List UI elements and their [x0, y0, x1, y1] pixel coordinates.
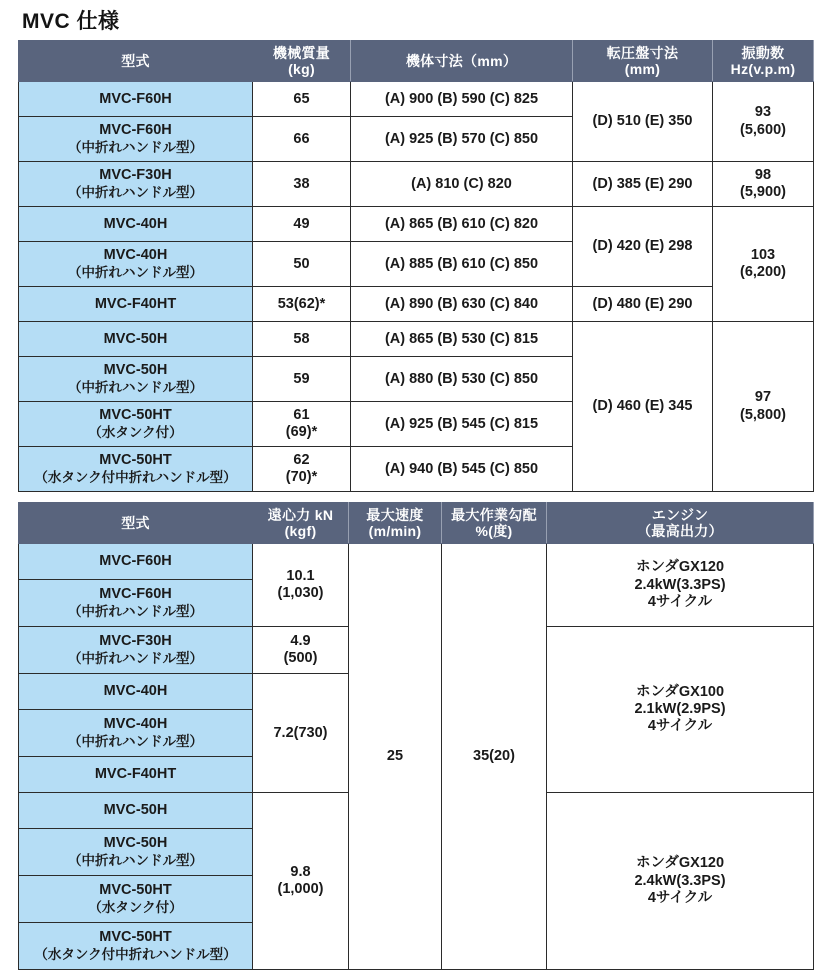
machine-mass-cell	[253, 242, 351, 287]
model-name: MVC-F60H	[99, 586, 172, 603]
vibration-frequency-cell-line2: (6,200)	[740, 264, 786, 281]
model-name-cell	[19, 710, 253, 757]
model-name-cell	[19, 829, 253, 876]
model-name-cell	[19, 793, 253, 829]
body-dimensions-cell-line1: (A) 885 (B) 610 (C) 850	[384, 255, 539, 272]
table1-header-row	[19, 41, 814, 82]
max-speed-cell	[349, 544, 442, 970]
table-row	[19, 82, 814, 117]
engine-model: ホンダGX120	[635, 855, 725, 872]
model-name: MVC-50H	[103, 362, 168, 379]
machine-mass-line1: 機械質量	[272, 44, 331, 61]
model-name-cell	[19, 876, 253, 923]
model-name: MVC-F30H	[99, 167, 172, 184]
table-row	[19, 207, 814, 242]
table-row	[19, 162, 814, 207]
force-speed-engine-table	[18, 502, 814, 970]
table-row	[19, 322, 814, 357]
plate-dimensions-cell	[573, 162, 713, 207]
body-dimensions-cell	[351, 287, 573, 322]
plate-dimensions-cell	[573, 82, 713, 162]
engine-line2: （最高出力）	[637, 523, 723, 540]
model-name-cell	[19, 357, 253, 402]
body-dimensions-cell-line1: (A) 890 (B) 630 (C) 840	[384, 295, 539, 312]
vibration-frequency-cell	[713, 82, 814, 162]
engine-line1: エンジン	[651, 506, 709, 523]
body-dimensions-cell	[351, 447, 573, 492]
vibration-frequency-cell-line2: (5,600)	[740, 121, 786, 138]
machine-mass-cell-line1: 65	[293, 90, 310, 107]
body-dimensions-cell	[351, 402, 573, 447]
body-dimensions-cell-line1: (A) 925 (B) 570 (C) 850	[384, 130, 539, 147]
vibration-line1: 振動数	[741, 44, 785, 61]
model-name: MVC-50H	[103, 330, 168, 347]
model-variant: （中折れハンドル型）	[68, 264, 203, 280]
body-dimensions-cell	[351, 357, 573, 402]
centrifugal-force-cell-line2: (500)	[283, 650, 318, 667]
column-header-model: 型式	[19, 41, 253, 82]
column-header-max-speed	[349, 503, 442, 544]
model-name: MVC-40H	[103, 247, 168, 264]
max-grade-cell-line1: 35(20)	[473, 748, 515, 765]
engine-cycle: 4サイクル	[647, 718, 713, 735]
body-dimensions-cell	[351, 162, 573, 207]
machine-mass-cell-line1: 53(62)*	[277, 295, 326, 312]
machine-mass-cell	[253, 447, 351, 492]
model-variant: （水タンク付）	[88, 899, 183, 915]
model-variant: （中折れハンドル型）	[68, 603, 203, 619]
body-dimensions-cell-line1: (A) 865 (B) 530 (C) 815	[384, 330, 539, 347]
machine-mass-cell-line1: 38	[293, 175, 310, 192]
plate-dimensions-cell-line1: (D) 510 (E) 350	[592, 113, 693, 130]
plate-dimensions-cell-line1: (D) 385 (E) 290	[592, 175, 693, 192]
machine-mass-cell	[253, 402, 351, 447]
centrifugal-force-cell-line1: 9.8	[290, 863, 311, 880]
model-name-cell	[19, 627, 253, 674]
model-name: MVC-F60H	[99, 122, 172, 139]
model-name-cell	[19, 447, 253, 492]
vibration-frequency-cell	[713, 322, 814, 492]
model-name: MVC-40H	[103, 215, 168, 232]
model-variant: （中折れハンドル型）	[68, 139, 203, 155]
machine-mass-cell	[253, 207, 351, 242]
max-speed-cell-line1: 25	[386, 748, 404, 765]
engine-cycle: 4サイクル	[647, 889, 713, 906]
machine-mass-cell-line1: 58	[293, 330, 310, 347]
dimensions-and-vibration-table	[18, 40, 814, 492]
vibration-frequency-cell	[713, 207, 814, 322]
engine-output: 2.1kW(2.9PS)	[634, 701, 726, 718]
centrifugal-force-cell-line1: 10.1	[286, 567, 315, 584]
machine-mass-cell	[253, 117, 351, 162]
body-dimensions-cell-line1: (A) 940 (B) 545 (C) 850	[384, 460, 539, 477]
max-grade-cell	[442, 544, 547, 970]
model-name-cell	[19, 117, 253, 162]
engine-output: 2.4kW(3.3PS)	[634, 872, 726, 889]
machine-mass-cell	[253, 162, 351, 207]
vibration-line2: Hz(v.p.m)	[730, 61, 796, 78]
model-variant: （中折れハンドル型）	[68, 852, 203, 868]
column-header-engine	[547, 503, 814, 544]
centrifugal-force-cell	[253, 544, 349, 627]
model-variant: （中折れハンドル型）	[68, 184, 203, 200]
force-line1: 遠心力 kN	[267, 506, 334, 523]
vibration-frequency-cell-line2: (5,800)	[740, 406, 786, 423]
body-dimensions-cell	[351, 242, 573, 287]
model-variant: （水タンク付中折れハンドル型）	[34, 946, 237, 962]
engine-cell	[547, 793, 814, 970]
plate-dim-line2: (mm)	[624, 61, 661, 78]
table2-header-row	[19, 503, 814, 544]
machine-mass-cell-line1: 61	[293, 406, 310, 423]
table1-body	[19, 82, 814, 492]
column-header-plate-dimensions	[573, 41, 713, 82]
model-name: MVC-F40HT	[94, 295, 177, 312]
plate-dimensions-cell	[573, 207, 713, 287]
centrifugal-force-cell-line2: (1,000)	[277, 881, 324, 898]
centrifugal-force-cell-line2: (1,030)	[277, 585, 324, 602]
plate-dimensions-cell-line1: (D) 460 (E) 345	[592, 398, 693, 415]
model-name: MVC-F60H	[99, 553, 172, 570]
model-name-cell	[19, 287, 253, 322]
column-header-machine-mass	[253, 41, 351, 82]
plate-dimensions-cell-line1: (D) 480 (E) 290	[592, 295, 693, 312]
column-header-vibration-frequency	[713, 41, 814, 82]
centrifugal-force-cell	[253, 674, 349, 793]
machine-mass-line2: (kg)	[288, 61, 315, 78]
vibration-frequency-cell-line2: (5,900)	[740, 184, 786, 201]
engine-cycle: 4サイクル	[647, 593, 713, 610]
model-variant: （水タンク付）	[88, 424, 183, 440]
model-name-cell	[19, 674, 253, 710]
column-header-model-2: 型式	[19, 503, 253, 544]
engine-cell	[547, 544, 814, 627]
machine-mass-cell-line1: 50	[293, 255, 310, 272]
machine-mass-cell	[253, 287, 351, 322]
centrifugal-force-cell	[253, 627, 349, 674]
model-name-cell	[19, 580, 253, 627]
body-dimensions-cell-line1: (A) 865 (B) 610 (C) 820	[384, 215, 539, 232]
machine-mass-cell-line1: 62	[293, 451, 310, 468]
model-name-cell	[19, 923, 253, 970]
table-row	[19, 544, 814, 580]
model-variant: （中折れハンドル型）	[68, 650, 203, 666]
grade-line2: %(度)	[475, 523, 513, 540]
plate-dimensions-cell	[573, 322, 713, 492]
model-name-cell	[19, 162, 253, 207]
model-name-cell	[19, 242, 253, 287]
centrifugal-force-cell-line1: 7.2(730)	[273, 724, 328, 741]
model-name-cell	[19, 402, 253, 447]
model-variant: （水タンク付中折れハンドル型）	[34, 469, 237, 485]
plate-dimensions-cell-line1: (D) 420 (E) 298	[592, 238, 693, 255]
model-name: MVC-40H	[103, 716, 168, 733]
body-dimensions-cell-line1: (A) 925 (B) 545 (C) 815	[384, 415, 539, 432]
model-name-cell	[19, 757, 253, 793]
plate-dim-line1: 転圧盤寸法	[606, 44, 679, 61]
engine-cell	[547, 627, 814, 793]
model-name: MVC-50HT	[99, 882, 172, 899]
column-header-max-grade	[442, 503, 547, 544]
vibration-frequency-cell	[713, 162, 814, 207]
machine-mass-cell	[253, 322, 351, 357]
centrifugal-force-cell-line1: 4.9	[290, 632, 311, 649]
machine-mass-cell-line2: (70)*	[285, 469, 318, 486]
table2-body	[19, 544, 814, 970]
machine-mass-cell-line1: 59	[293, 370, 310, 387]
model-name: MVC-F30H	[99, 633, 172, 650]
column-header-body-dimensions: 機体寸法（mm）	[351, 41, 573, 82]
speed-line2: (m/min)	[368, 523, 422, 540]
model-name: MVC-F60H	[99, 90, 172, 107]
model-name: MVC-50HT	[99, 407, 172, 424]
model-variant: （中折れハンドル型）	[68, 379, 203, 395]
machine-mass-cell	[253, 357, 351, 402]
engine-output: 2.4kW(3.3PS)	[634, 576, 726, 593]
table-row	[19, 287, 814, 322]
engine-model: ホンダGX100	[635, 683, 725, 700]
engine-model: ホンダGX120	[635, 559, 725, 576]
body-dimensions-cell	[351, 117, 573, 162]
model-name-cell	[19, 82, 253, 117]
body-dimensions-cell	[351, 207, 573, 242]
column-header-centrifugal-force	[253, 503, 349, 544]
centrifugal-force-cell	[253, 793, 349, 970]
body-dimensions-cell-line1: (A) 810 (C) 820	[411, 175, 512, 192]
grade-line1: 最大作業勾配	[451, 506, 537, 523]
body-dimensions-cell	[351, 82, 573, 117]
machine-mass-cell-line2: (69)*	[285, 424, 318, 441]
machine-mass-cell	[253, 82, 351, 117]
body-dimensions-cell-line1: (A) 880 (B) 530 (C) 850	[384, 370, 539, 387]
body-dimensions-cell	[351, 322, 573, 357]
model-name: MVC-40H	[103, 683, 168, 700]
model-name: MVC-50HT	[99, 929, 172, 946]
model-name: MVC-50H	[103, 835, 168, 852]
vibration-frequency-cell-line1: 103	[750, 246, 776, 263]
model-name: MVC-50H	[103, 802, 168, 819]
vibration-frequency-cell-line1: 93	[754, 104, 772, 121]
model-name-cell	[19, 322, 253, 357]
machine-mass-cell-line1: 66	[293, 130, 310, 147]
force-line2: (kgf)	[284, 523, 317, 540]
page-title: MVC 仕様	[22, 10, 120, 33]
vibration-frequency-cell-line1: 97	[754, 389, 772, 406]
model-name-cell	[19, 544, 253, 580]
model-variant: （中折れハンドル型）	[68, 733, 203, 749]
plate-dimensions-cell	[573, 287, 713, 322]
vibration-frequency-cell-line1: 98	[754, 166, 772, 183]
machine-mass-cell-line1: 49	[293, 215, 310, 232]
model-name-cell	[19, 207, 253, 242]
model-name: MVC-50HT	[99, 452, 172, 469]
body-dimensions-cell-line1: (A) 900 (B) 590 (C) 825	[384, 90, 539, 107]
speed-line1: 最大速度	[366, 506, 424, 523]
model-name: MVC-F40HT	[94, 766, 177, 783]
